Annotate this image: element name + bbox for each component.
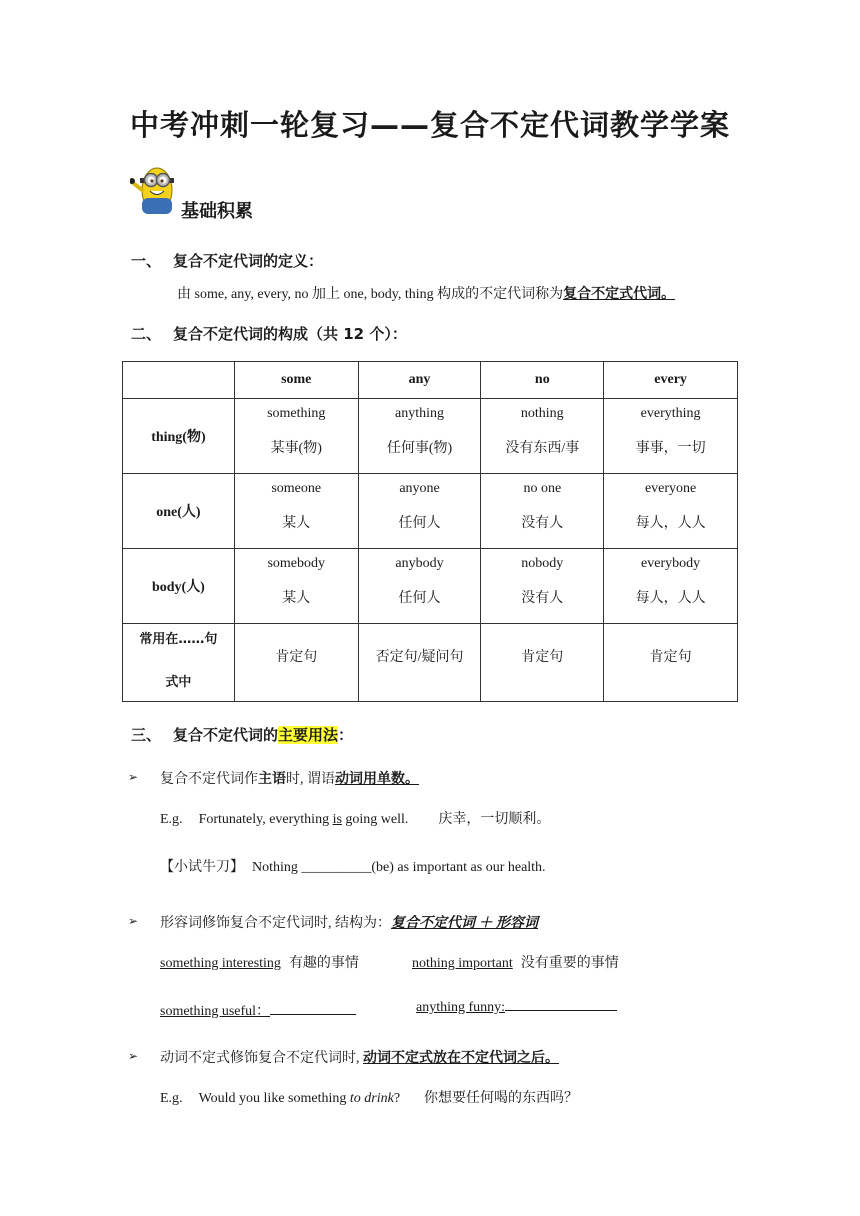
table-header-cell: every — [604, 362, 738, 399]
table-row — [123, 549, 738, 624]
answer-blank: __________ — [301, 860, 372, 875]
table-cell: everybody 每人，人人 — [604, 549, 738, 624]
section-3-heading: 三、 复合不定代词的主要用法： — [131, 726, 354, 744]
minion-mascot-icon — [130, 160, 180, 216]
table-cell: anybody 任何人 — [358, 549, 481, 624]
table-cell: everything 事事，一切 — [604, 399, 738, 474]
example-1: E.g. Fortunately, everything is going well. 庆幸，一切顺利。 — [160, 812, 551, 827]
example-phrase-2: nothing important 没有重要的事情 — [412, 956, 619, 971]
table-header-cell: no — [481, 362, 604, 399]
row-label: thing(物) — [123, 399, 235, 474]
definition-text: 由 some, any, every, no 加上 one, body, thing 构成的不定代词称为复合不定式代词。 — [177, 287, 676, 302]
bullet-arrow-icon: ➢ — [128, 770, 139, 784]
section-2-heading: 二、 复合不定代词的构成（共 12 个）： — [131, 325, 407, 343]
row-label: one(人) — [123, 474, 235, 549]
table-header-cell — [123, 362, 235, 399]
section-label: 基础积累 — [181, 201, 253, 222]
usage-rule-2: 形容词修饰复合不定代词时, 结构为：复合不定代词 ＋ 形容词 — [160, 916, 538, 931]
table-header-cell: any — [358, 362, 481, 399]
table-cell: no one 没有人 — [481, 474, 604, 549]
table-cell: anything 任何事(物) — [358, 399, 481, 474]
table-cell: 肯定句 — [604, 624, 738, 702]
table-cell: someone 某人 — [234, 474, 358, 549]
formula-text: 复合不定代词 ＋ 形容词 — [391, 916, 538, 931]
table-cell: 肯定句 — [481, 624, 604, 702]
answer-blank — [270, 1014, 356, 1015]
table-cell: nothing 没有东西/事 — [481, 399, 604, 474]
table-header-cell: some — [234, 362, 358, 399]
usage-rule-1: 复合不定代词作主语时, 谓语动词用单数。 — [160, 772, 419, 787]
usage-rule-3: 动词不定式修饰复合不定代词时, 动词不定式放在不定代词之后。 — [160, 1051, 559, 1066]
page-title: 中考冲刺一轮复习——复合不定代词教学学案 — [129, 108, 730, 142]
table-cell: somebody 某人 — [234, 549, 358, 624]
table-row — [123, 474, 738, 549]
example-3: E.g. Would you like something to drink? 你想要任何喝的东西吗？ — [160, 1091, 579, 1106]
example-phrase-4: anything funny: — [416, 1000, 617, 1016]
table-cell: 肯定句 — [234, 624, 358, 702]
highlighted-text: 主要用法 — [278, 726, 339, 744]
example-phrase-3: something useful： — [160, 1000, 356, 1020]
table-cell: 否定句/疑问句 — [358, 624, 481, 702]
table-cell: something 某事(物) — [234, 399, 358, 474]
table-cell: nobody 没有人 — [481, 549, 604, 624]
table-header-row — [123, 362, 738, 399]
table-cell: everyone 每人，人人 — [604, 474, 738, 549]
table-cell: anyone 任何人 — [358, 474, 481, 549]
table-row — [123, 624, 738, 702]
bullet-arrow-icon: ➢ — [128, 914, 139, 928]
table-row — [123, 399, 738, 474]
practice-item: 【小试牛刀】 Nothing __________(be) as important as our health. — [160, 860, 546, 875]
answer-blank — [505, 1010, 617, 1011]
section-1-heading: 一、 复合不定代词的定义： — [131, 252, 324, 270]
composition-table — [122, 361, 738, 702]
example-phrase-1: something interesting 有趣的事情 — [160, 956, 359, 971]
bullet-arrow-icon: ➢ — [128, 1049, 139, 1063]
definition-emphasis: 复合不定式代词。 — [563, 287, 676, 302]
row-label: 常用在……句 式中 — [123, 624, 235, 702]
row-label: body(人) — [123, 549, 235, 624]
